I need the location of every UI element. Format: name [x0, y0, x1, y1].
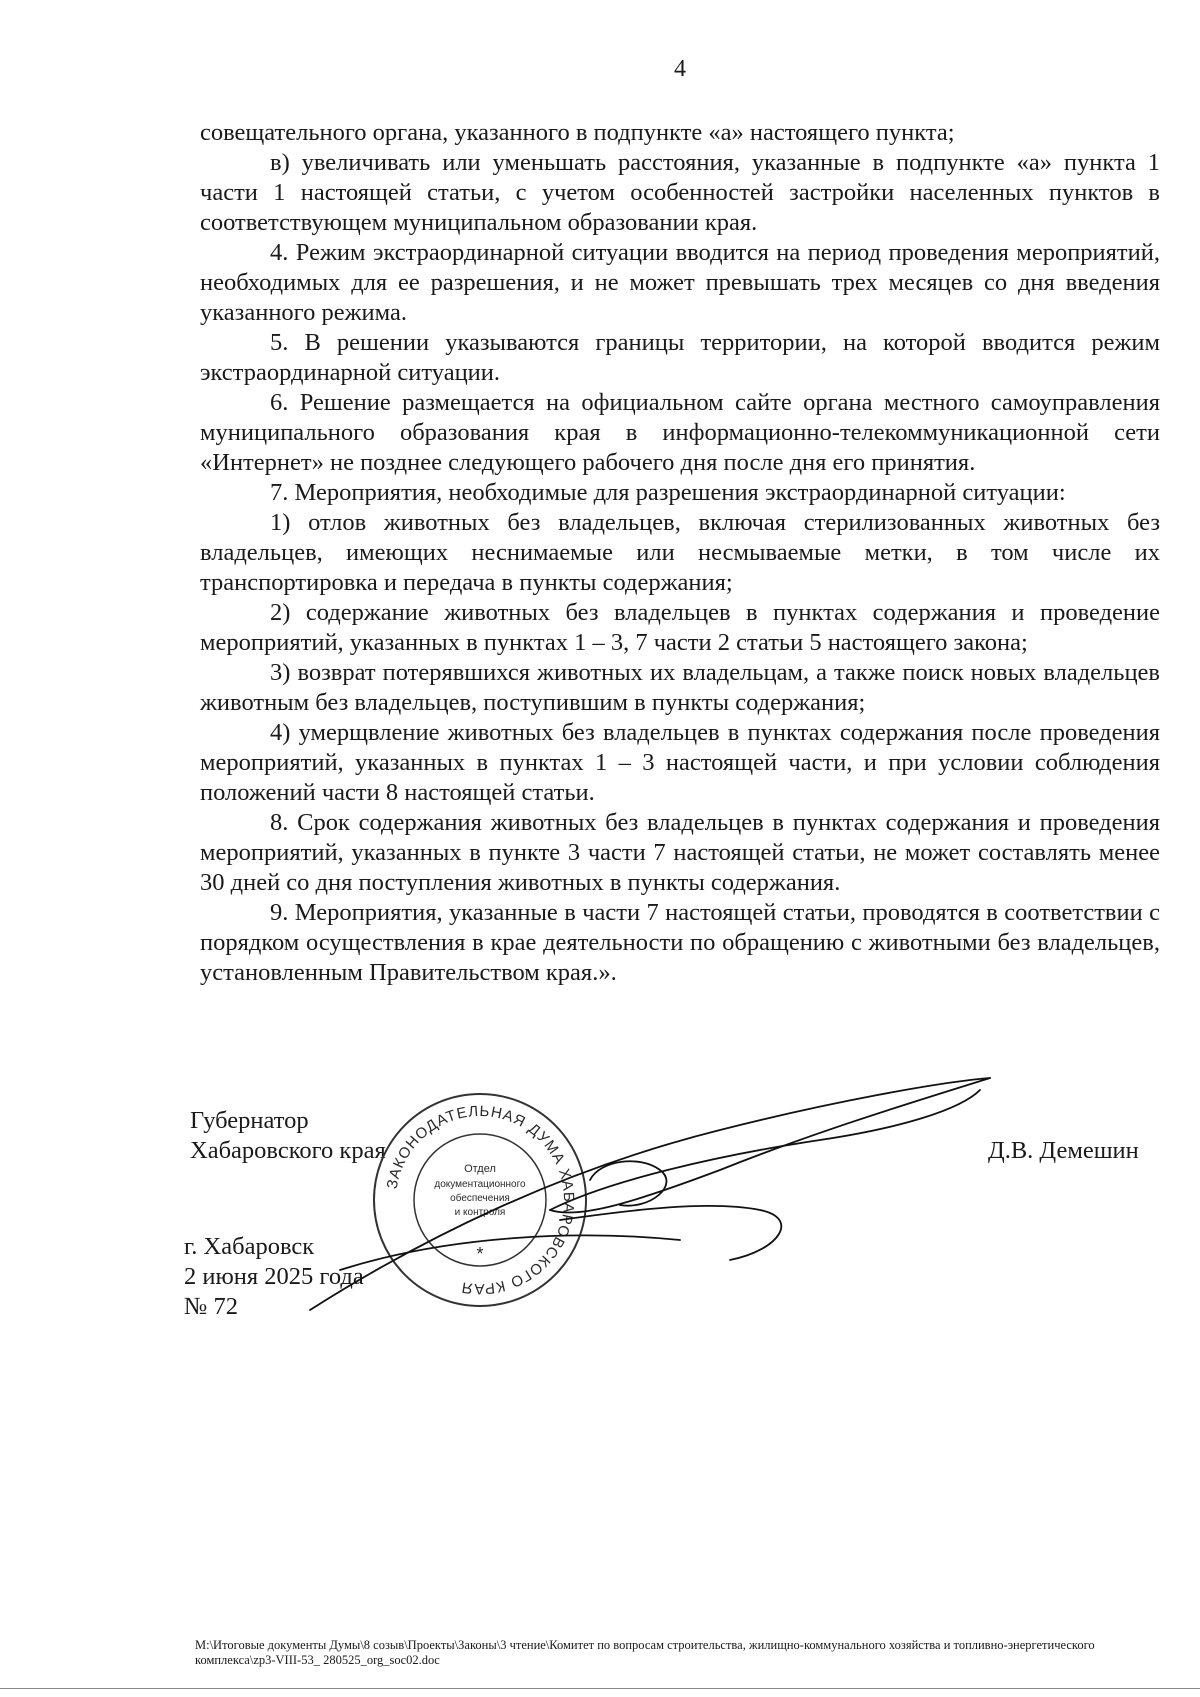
paragraph: 9. Мероприятия, указанные в части 7 настоящей статьи, проводятся в соответствии с порядком осуществления в крае деятельности по обращению с животными без владельцев, установленным Правительством края.».	[200, 899, 1160, 986]
stamp-ring-text: ЗАКОНОДАТЕЛЬНАЯ ДУМА ХАБАРОВСКОГО КРАЯ	[383, 1102, 578, 1298]
paragraph: 6. Решение размещается на официальном сайте органа местного самоуправления муниципального образования края в информационно-телекоммуникационной сети «Интернет» не позднее следующего рабочего дня после дня его принятия.	[200, 389, 1160, 476]
paragraph: 5. В решении указываются границы территории, на которой вводится режим экстраординарной ситуации.	[200, 329, 1160, 386]
paragraph: 1) отлов животных без владельцев, включая стерилизованных животных без владельцев, имеющих неснимаемые или несмываемые метки, в том числе их транспортировка и передача в пункты содержания;	[200, 509, 1160, 596]
handwritten-signature	[300, 1060, 1000, 1320]
stamp-center-line: Отдел	[464, 1163, 496, 1175]
signing-city: г. Хабаровск	[184, 1233, 315, 1260]
stamp-center-line: и контроля	[454, 1207, 506, 1218]
file-path-footer: M:\Итоговые документы Думы\8 созыв\Проекты\Законы\3 чтение\Комитет по вопросам строительства, жилищно-коммунального хозяйства и топливно-энергетического комплекса\zp3-VIII-53_ 280525_org_soc02.doc	[195, 1638, 1095, 1667]
paragraph: 2) содержание животных без владельцев в пунктах содержания и проведение мероприятий, указанных в пунктах 1 – 3, 7 части 2 статьи 5 настоящего закона;	[200, 599, 1160, 656]
signer-position-line2: Хабаровского края	[190, 1137, 386, 1164]
paragraph: совещательного органа, указанного в подпункте «а» настоящего пункта;	[200, 119, 955, 146]
document-number: № 72	[184, 1293, 239, 1320]
paragraph: 3) возврат потерявшихся животных их владельцам, а также поиск новых владельцев животным без владельцев, поступившим в пункты содержания;	[200, 659, 1160, 716]
page-number: 4	[674, 56, 686, 82]
paragraph: 4) умерщвление животных без владельцев в пунктах содержания после проведения мероприятий, указанных в пунктах 1 – 3 настоящей части, и при условии соблюдения положений части 8 настоящей статьи.	[200, 719, 1160, 806]
signing-date: 2 июня 2025 года	[184, 1263, 364, 1290]
stamp-star: *	[476, 1244, 484, 1264]
paragraph: 4. Режим экстраординарной ситуации вводится на период проведения мероприятий, необходимых для ее разрешения, и не может превышать трех месяцев со дня введения указанного режима.	[200, 239, 1160, 326]
signer-position-line1: Губернатор	[190, 1107, 309, 1134]
page-edge-line	[0, 1688, 1200, 1689]
signer-name: Д.В. Демешин	[988, 1137, 1139, 1164]
paragraph: 7. Мероприятия, необходимые для разрешения экстраординарной ситуации:	[270, 479, 1066, 506]
document-body	[200, 118, 1160, 988]
stamp-center-line: обеспечения	[450, 1193, 510, 1204]
stamp-center-line: документационного	[434, 1179, 526, 1190]
paragraph: в) увеличивать или уменьшать расстояния, указанные в подпункте «а» пункта 1 части 1 настоящей статьи, с учетом особенностей застройки населенных пунктов в соответствующем муниципальном образовании края.	[200, 149, 1160, 236]
paragraph: 8. Срок содержания животных без владельцев в пунктах содержания и проведения мероприятий, указанных в пункте 3 части 7 настоящей статьи, не может составлять менее 30 дней со дня поступления животных в пункты содержания.	[200, 809, 1160, 896]
